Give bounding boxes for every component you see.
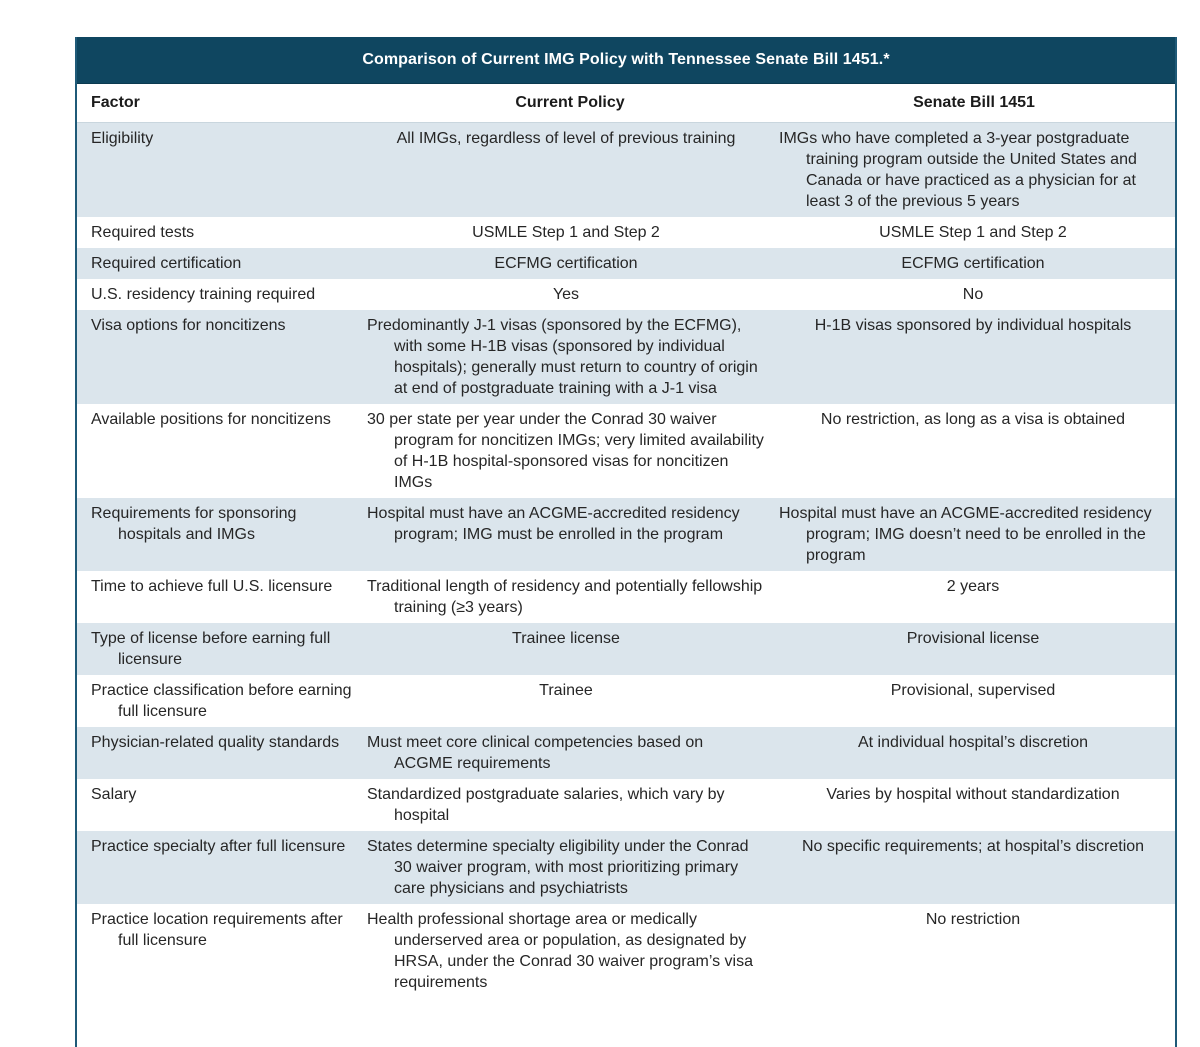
table-row [77, 279, 1175, 310]
factor-text: Type of license before earning full licensure [91, 630, 331, 668]
senate-bill-cell [773, 310, 1175, 404]
current-policy-cell [367, 123, 773, 218]
table-row [77, 623, 1175, 675]
table-row [77, 831, 1175, 904]
table-row [77, 248, 1175, 279]
factor-text: Available positions for noncitizens [91, 411, 331, 428]
factor-text: Time to achieve full U.S. licensure [91, 578, 333, 595]
current-policy-text: Trainee license [512, 630, 620, 647]
factor-text: Practice location requirements after full licensure [91, 911, 343, 949]
table-row [77, 571, 1175, 623]
senate-bill-cell [773, 248, 1175, 279]
factor-text: Required tests [91, 224, 195, 241]
senate-bill-text: USMLE Step 1 and Step 2 [879, 224, 1067, 241]
current-policy-text: All IMGs, regardless of level of previous training [396, 130, 736, 147]
factor-text: Practice specialty after full licensure [91, 838, 346, 855]
current-policy-text: Standardized postgraduate salaries, which vary by hospital [367, 786, 725, 824]
senate-bill-text: H-1B visas sponsored by individual hospitals [814, 317, 1132, 334]
current-policy-text: 30 per state per year under the Conrad 30 waiver program for noncitizen IMGs; very limited availability of H-1B hospital-sponsored visas for noncitizen IMGs [367, 411, 764, 491]
table-row [77, 498, 1175, 571]
factor-text: U.S. residency training required [91, 286, 316, 303]
factor-cell [77, 623, 367, 675]
current-policy-text: States determine specialty eligibility under the Conrad 30 waiver program, with most prioritizing primary care physicians and psychiatrists [367, 838, 749, 897]
factor-cell [77, 498, 367, 571]
factor-text: Practice classification before earning full licensure [91, 682, 352, 720]
current-policy-cell [367, 248, 773, 279]
column-header-current-policy: Current Policy [367, 84, 773, 123]
factor-text: Visa options for noncitizens [91, 317, 286, 334]
current-policy-cell [367, 831, 773, 904]
factor-text: Required certification [91, 255, 242, 272]
senate-bill-text: IMGs who have completed a 3-year postgraduate training program outside the United States and Canada or have practiced as a physician for at least 3 of the previous 5 years [779, 130, 1137, 210]
senate-bill-text: No restriction, as long as a visa is obtained [820, 411, 1126, 428]
table-row [77, 779, 1175, 831]
senate-bill-cell [773, 279, 1175, 310]
senate-bill-cell [773, 217, 1175, 248]
current-policy-cell [367, 571, 773, 623]
senate-bill-cell [773, 904, 1175, 998]
current-policy-cell [367, 623, 773, 675]
table-title: Comparison of Current IMG Policy with Tennessee Senate Bill 1451.* [77, 37, 1175, 84]
current-policy-text: Trainee [539, 682, 593, 699]
senate-bill-text: 2 years [946, 578, 1000, 595]
senate-bill-text: ECFMG certification [901, 255, 1045, 272]
column-header-factor: Factor [77, 84, 367, 123]
current-policy-text: ECFMG certification [494, 255, 638, 272]
factor-cell [77, 831, 367, 904]
table-row [77, 904, 1175, 998]
senate-bill-cell [773, 404, 1175, 498]
senate-bill-cell [773, 675, 1175, 727]
current-policy-text: Predominantly J-1 visas (sponsored by the ECFMG), with some H-1B visas (sponsored by individual hospitals); generally must return to country of origin at end of postgraduate training with a J-1 visa [367, 317, 758, 397]
factor-cell [77, 123, 367, 218]
factor-cell [77, 248, 367, 279]
current-policy-cell [367, 404, 773, 498]
table-row [77, 217, 1175, 248]
current-policy-cell [367, 675, 773, 727]
senate-bill-cell [773, 623, 1175, 675]
senate-bill-cell [773, 831, 1175, 904]
current-policy-cell [367, 904, 773, 998]
senate-bill-cell [773, 123, 1175, 218]
senate-bill-text: Provisional, supervised [890, 682, 1056, 699]
factor-cell [77, 279, 367, 310]
senate-bill-text: At individual hospital’s discretion [857, 734, 1089, 751]
current-policy-cell [367, 779, 773, 831]
senate-bill-text: No restriction [925, 911, 1021, 928]
table-row [77, 404, 1175, 498]
senate-bill-cell [773, 498, 1175, 571]
factor-cell [77, 904, 367, 998]
senate-bill-text: Provisional license [906, 630, 1040, 647]
senate-bill-text: No [962, 286, 984, 303]
factor-cell [77, 779, 367, 831]
table-row [77, 727, 1175, 779]
factor-cell [77, 217, 367, 248]
current-policy-cell [367, 217, 773, 248]
factor-text: Requirements for sponsoring hospitals and IMGs [91, 505, 297, 543]
factor-cell [77, 404, 367, 498]
current-policy-text: USMLE Step 1 and Step 2 [472, 224, 660, 241]
table-row [77, 675, 1175, 727]
senate-bill-text: No specific requirements; at hospital’s discretion [801, 838, 1145, 855]
current-policy-cell [367, 310, 773, 404]
table-row [77, 310, 1175, 404]
comparison-table [77, 84, 1175, 998]
factor-cell [77, 675, 367, 727]
current-policy-cell [367, 498, 773, 571]
factor-text: Eligibility [91, 130, 154, 147]
senate-bill-text: Varies by hospital without standardization [826, 786, 1120, 803]
current-policy-cell [367, 727, 773, 779]
current-policy-text: Must meet core clinical competencies based on ACGME requirements [367, 734, 704, 772]
current-policy-text: Yes [552, 286, 580, 303]
senate-bill-cell [773, 727, 1175, 779]
column-header-senate-bill: Senate Bill 1451 [773, 84, 1175, 123]
comparison-table-frame [75, 37, 1177, 1047]
senate-bill-text: Hospital must have an ACGME-accredited residency program; IMG doesn’t need to be enrolled in the program [779, 505, 1152, 564]
current-policy-cell [367, 279, 773, 310]
header-row [77, 84, 1175, 123]
senate-bill-cell [773, 779, 1175, 831]
senate-bill-cell [773, 571, 1175, 623]
current-policy-text: Hospital must have an ACGME-accredited residency program; IMG must be enrolled in the program [367, 505, 740, 543]
current-policy-text: Traditional length of residency and potentially fellowship training (≥3 years) [367, 578, 763, 616]
factor-cell [77, 727, 367, 779]
factor-cell [77, 571, 367, 623]
current-policy-text: Health professional shortage area or medically underserved area or population, as designated by HRSA, under the Conrad 30 waiver program’s visa requirements [367, 911, 753, 991]
table-row [77, 123, 1175, 218]
factor-text: Salary [91, 786, 137, 803]
factor-cell [77, 310, 367, 404]
factor-text: Physician-related quality standards [91, 734, 340, 751]
